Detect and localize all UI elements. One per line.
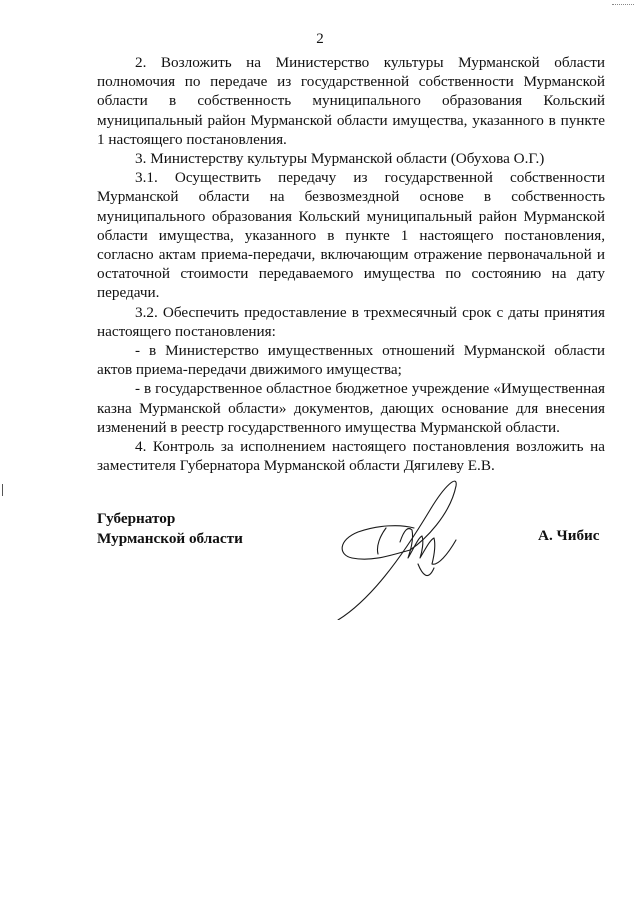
- paragraph-3-2: 3.2. Обеспечить предоставление в трехмесячный срок с даты принятия настоящего постановления:: [97, 303, 605, 340]
- paragraph-4: 4. Контроль за исполнением настоящего постановления возложить на заместителя Губернатора Мурманской области Дягилеву Е.В.: [97, 438, 605, 475]
- handwritten-signature-icon: [330, 470, 480, 620]
- document-body: [97, 53, 605, 475]
- paragraph-3-1: 3.1. Осуществить передачу из государственной собственности Мурманской области на безвозмездной основе в собственность муниципального образования Кольский муниципальный район Мурманской области имущества, указанного в пункте 1 настоящего постановления, согласно актам приема-передачи, включающим отражение первоначальной и остаточной стоимости передаваемого имущества по состоянию на дату передачи.: [97, 169, 605, 302]
- page-number: 2: [316, 31, 324, 47]
- signatory-title-line1: Губернатор: [97, 510, 176, 527]
- paragraph-3-2-item-2: - в государственное областное бюджетное учреждение «Имущественная казна Мурманской области» документов, дающих основание для внесения изменений в реестр государственного имущества Мурманской области.: [97, 380, 605, 436]
- paragraph-2: 2. Возложить на Министерство культуры Мурманской области полномочия по передаче из государственной собственности Мурманской области в собственность муниципального образования Кольский муниципальный район Мурманской области имущества, указанного в пункте 1 настоящего постановления.: [97, 54, 605, 148]
- signatory-name: А. Чибис: [538, 527, 600, 544]
- paragraph-3: 3. Министерству культуры Мурманской области (Обухова О.Г.): [135, 150, 545, 168]
- scan-corner-mark: [612, 0, 634, 5]
- signatory-title-line2: Мурманской области: [97, 530, 243, 547]
- signatory-title: [97, 509, 243, 549]
- margin-mark: [2, 484, 3, 496]
- paragraph-3-2-item-1: - в Министерство имущественных отношений Мурманской области актов приема-передачи движимого имущества;: [97, 342, 605, 379]
